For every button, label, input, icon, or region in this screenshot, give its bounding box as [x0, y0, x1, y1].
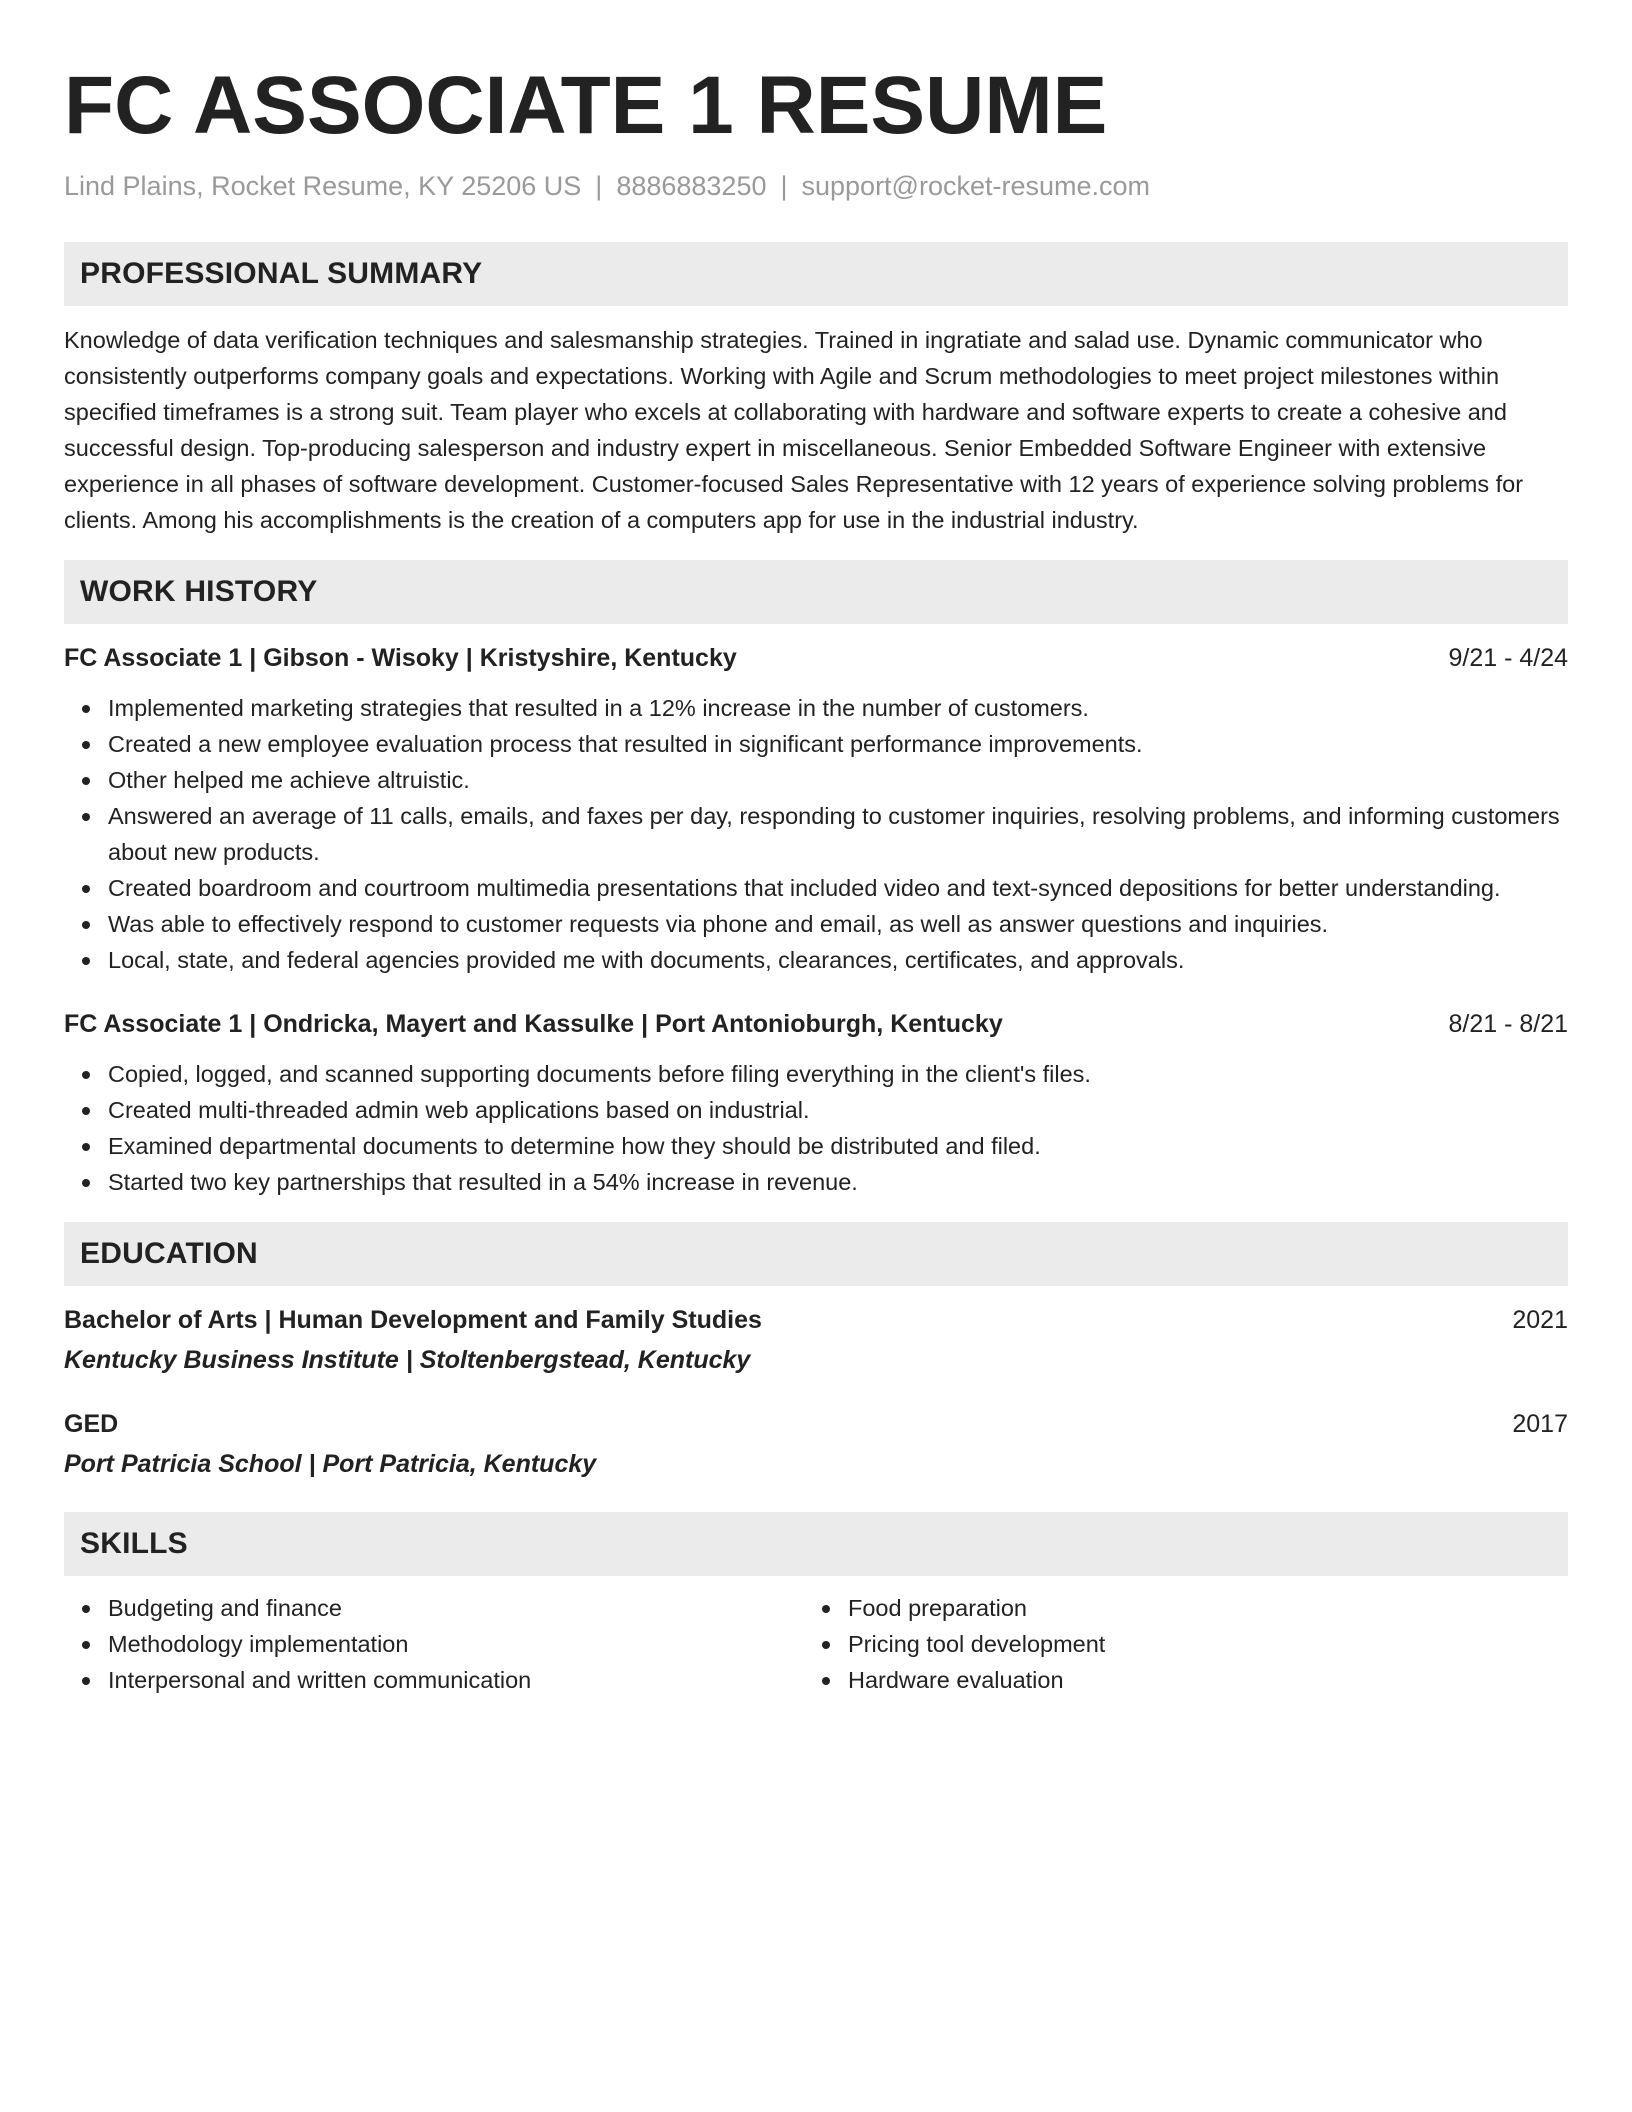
contact-email: support@rocket-resume.com [801, 171, 1151, 201]
work-section-header [64, 560, 1568, 624]
education-header [64, 1406, 1568, 1442]
contact-address: Lind Plains, Rocket Resume, KY 25206 US [64, 171, 582, 201]
job-entry [64, 640, 1568, 978]
skills-list [64, 1590, 804, 1698]
job-dates: 8/21 - 8/21 [1448, 1010, 1568, 1038]
job-title: FC Associate 1 | Gibson - Wisoky | Kristyshire, Kentucky [64, 644, 737, 672]
skills-column-left [64, 1590, 804, 1698]
education-entry [64, 1406, 1568, 1482]
summary-text: Knowledge of data verification techniques and salesmanship strategies. Trained in ingratiate and salad use. Dynamic communicator who consistently outperforms company goals and expectations. Working with Agile and Scrum methodologies to meet project milestones within specified timeframes is a strong suit. Team player who excels at collaborating with hardware and software experts to create a cohesive and successful design. Top-producing salesperson and industry expert in miscellaneous. Senior Embedded Software Engineer with extensive experience in all phases of software development. Customer-focused Sales Representative with 12 years of experience solving problems for clients. Among his accomplishments is the creation of a computers app for use in the industrial industry. [64, 327, 1524, 533]
resume-title: FC ASSOCIATE 1 RESUME [64, 60, 1108, 151]
resume-page [64, 56, 1568, 1698]
skill-item: Food preparation [848, 1590, 1544, 1626]
skill-item: Interpersonal and written communication [108, 1662, 804, 1698]
job-bullet: Created multi-threaded admin web applications based on industrial. [108, 1092, 1568, 1128]
contact-line [64, 168, 1568, 204]
education-header [64, 1302, 1568, 1338]
contact-separator: | [780, 171, 788, 201]
job-bullet: Copied, logged, and scanned supporting documents before filing everything in the client's files. [108, 1056, 1568, 1092]
skill-item: Budgeting and finance [108, 1590, 804, 1626]
job-bullet: Implemented marketing strategies that resulted in a 12% increase in the number of customers. [108, 690, 1568, 726]
contact-separator: | [595, 171, 603, 201]
education-degree: Bachelor of Arts | Human Development and Family Studies [64, 1306, 762, 1334]
job-bullet: Answered an average of 11 calls, emails, and faxes per day, responding to customer inquiries, resolving problems, and informing customers about new products. [108, 798, 1568, 870]
education-year: 2017 [1512, 1410, 1568, 1438]
skills-section-header [64, 1512, 1568, 1576]
job-bullet-list [64, 1056, 1568, 1200]
skill-item: Methodology implementation [108, 1626, 804, 1662]
job-bullet: Local, state, and federal agencies provided me with documents, clearances, certificates, and approvals. [108, 942, 1568, 978]
job-bullet-list [64, 690, 1568, 978]
job-bullet: Created a new employee evaluation process that resulted in significant performance improvements. [108, 726, 1568, 762]
job-title: FC Associate 1 | Ondricka, Mayert and Kassulke | Port Antonioburgh, Kentucky [64, 1010, 1003, 1038]
education-section-header [64, 1222, 1568, 1286]
education-degree: GED [64, 1410, 119, 1438]
job-header [64, 640, 1568, 676]
skills-heading: SKILLS [80, 1527, 188, 1560]
job-header [64, 1006, 1568, 1042]
skills-list [804, 1590, 1544, 1698]
education-school: Kentucky Business Institute | Stoltenbergstead, Kentucky [64, 1346, 751, 1374]
job-bullet: Started two key partnerships that resulted in a 54% increase in revenue. [108, 1164, 1568, 1200]
job-bullet: Examined departmental documents to determine how they should be distributed and filed. [108, 1128, 1568, 1164]
summary-section-header [64, 242, 1568, 306]
job-dates: 9/21 - 4/24 [1448, 644, 1568, 672]
education-heading: EDUCATION [80, 1237, 258, 1270]
education-year: 2021 [1512, 1306, 1568, 1334]
job-bullet: Created boardroom and courtroom multimedia presentations that included video and text-synced depositions for better understanding. [108, 870, 1568, 906]
skill-item: Pricing tool development [848, 1626, 1544, 1662]
summary-heading: PROFESSIONAL SUMMARY [80, 257, 483, 290]
skills-grid [64, 1590, 1568, 1698]
contact-phone: 8886883250 [616, 171, 767, 201]
education-entry [64, 1302, 1568, 1378]
job-bullet: Other helped me achieve altruistic. [108, 762, 1568, 798]
job-entry [64, 1006, 1568, 1200]
work-heading: WORK HISTORY [80, 575, 318, 608]
education-school: Port Patricia School | Port Patricia, Kentucky [64, 1450, 597, 1478]
skills-column-right [804, 1590, 1544, 1698]
job-bullet: Was able to effectively respond to customer requests via phone and email, as well as answer questions and inquiries. [108, 906, 1568, 942]
skill-item: Hardware evaluation [848, 1662, 1544, 1698]
